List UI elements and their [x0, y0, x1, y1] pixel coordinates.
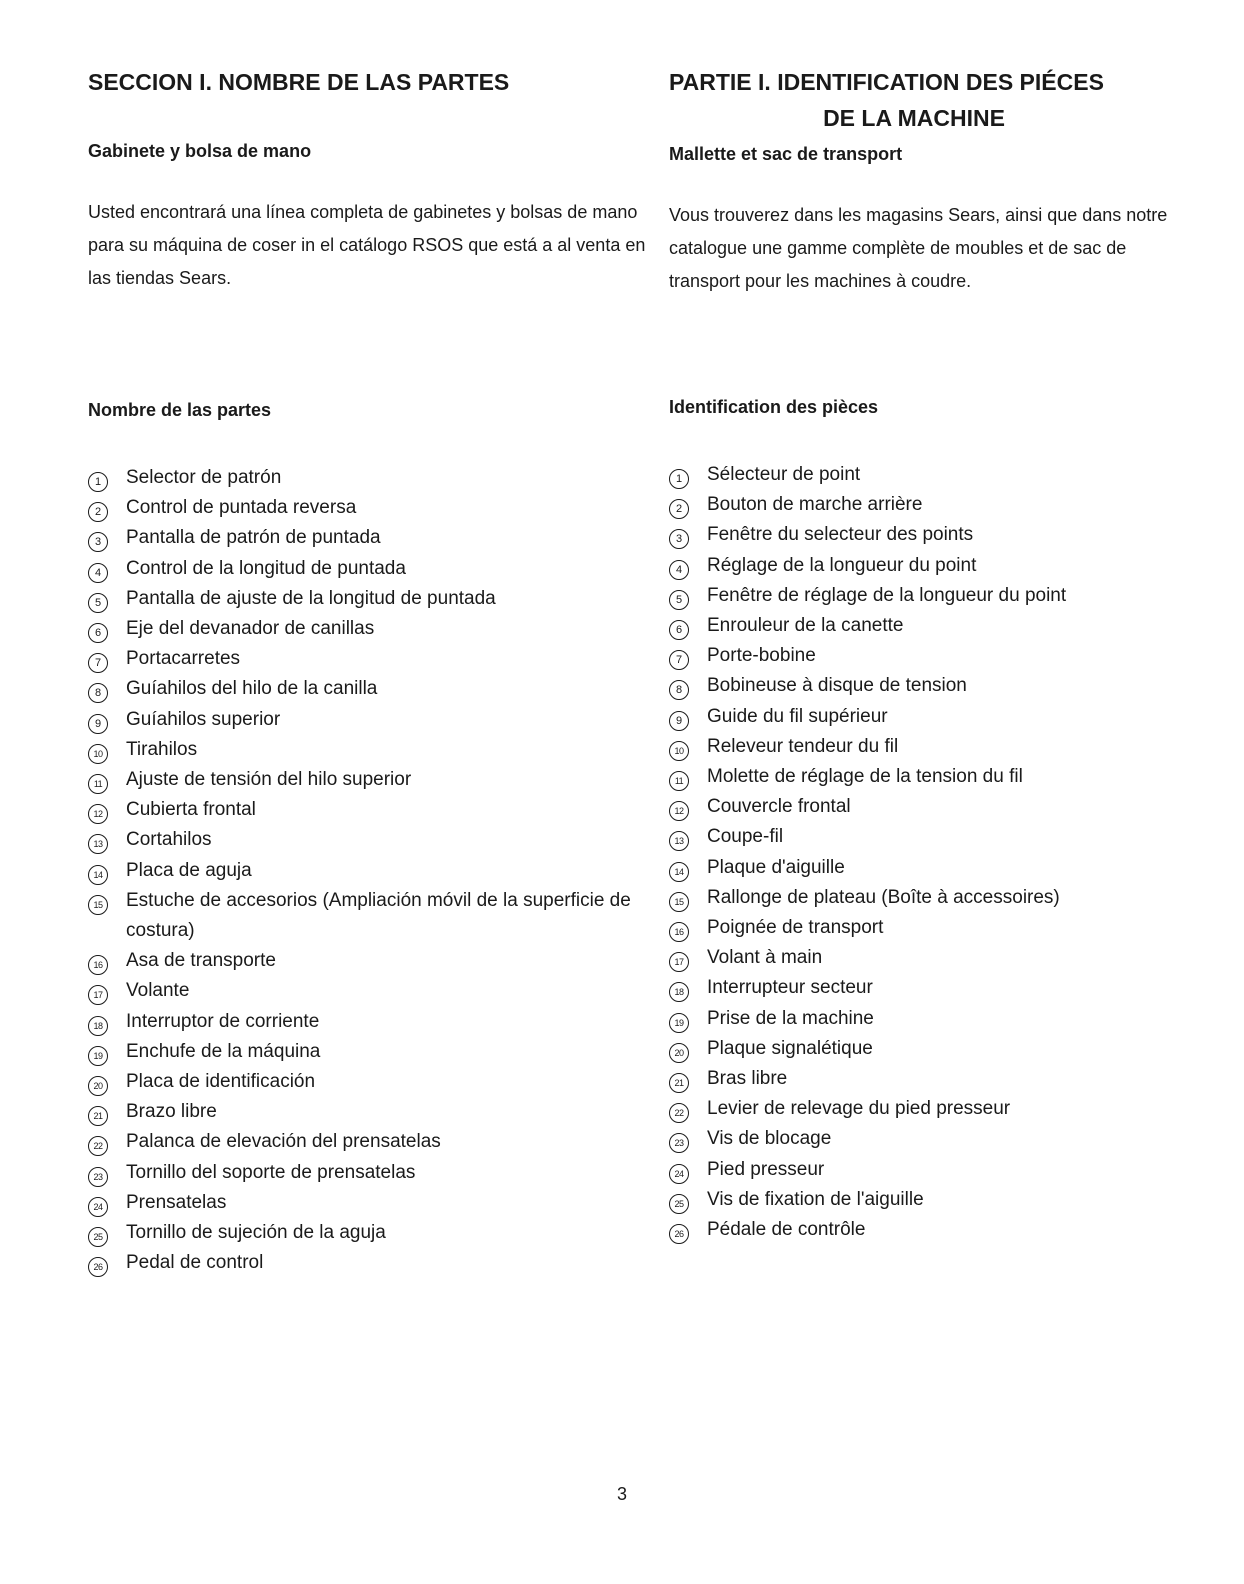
- part-label: Palanca de elevación del prensatelas: [126, 1131, 441, 1153]
- es-part-item: [88, 554, 648, 584]
- es-part-item: [88, 1218, 648, 1248]
- fr-subtitle: Mallette et sac de transport: [669, 144, 903, 164]
- es-part-item: [88, 644, 648, 674]
- circled-number-icon: 24: [669, 1164, 689, 1184]
- part-label: Pédale de contrôle: [707, 1219, 866, 1241]
- part-label: Eje del devanador de canillas: [126, 618, 375, 640]
- part-label: Pantalla de patrón de puntada: [126, 527, 381, 549]
- es-part-item: [88, 856, 648, 886]
- part-label: Portacarretes: [126, 648, 241, 670]
- part-label: Tornillo de sujeción de la aguja: [126, 1222, 386, 1244]
- circled-number-icon: 8: [88, 683, 108, 703]
- es-part-item: [88, 1248, 648, 1278]
- circled-number-icon: 14: [88, 865, 108, 885]
- es-parts-list: [88, 463, 648, 1278]
- fr-part-item: [669, 611, 1189, 641]
- circled-number-icon: 19: [669, 1013, 689, 1033]
- part-label: Control de puntada reversa: [126, 497, 357, 519]
- fr-part-item: [669, 913, 1189, 943]
- part-label: Cubierta frontal: [126, 799, 256, 821]
- fr-part-item: [669, 551, 1189, 581]
- part-label: Volante: [126, 980, 190, 1002]
- circled-number-icon: 19: [88, 1046, 108, 1066]
- part-label: Placa de identificación: [126, 1071, 316, 1093]
- fr-part-item: [669, 702, 1189, 732]
- fr-part-item: [669, 853, 1189, 883]
- circled-number-icon: 20: [88, 1076, 108, 1096]
- es-part-item: [88, 1097, 648, 1127]
- part-label: Estuche de accesorios (Ampliación móvil de la superficie de costura): [126, 889, 631, 942]
- fr-part-item: [669, 762, 1189, 792]
- es-part-item: [88, 795, 648, 825]
- es-part-item: [88, 1158, 648, 1188]
- fr-part-item: [669, 581, 1189, 611]
- part-label: Coupe-fil: [707, 826, 784, 848]
- fr-part-item: [669, 490, 1189, 520]
- part-label: Fenêtre du selecteur des points: [707, 524, 974, 546]
- part-label: Plaque d'aiguille: [707, 856, 845, 878]
- circled-number-icon: 12: [88, 804, 108, 824]
- circled-number-icon: 22: [669, 1103, 689, 1123]
- es-part-item: [88, 946, 648, 976]
- es-part-item: [88, 886, 648, 946]
- circled-number-icon: 17: [88, 985, 108, 1005]
- es-part-item: [88, 1007, 648, 1037]
- fr-part-item: [669, 1124, 1189, 1154]
- part-label: Prise de la machine: [707, 1007, 874, 1029]
- circled-number-icon: 23: [669, 1133, 689, 1153]
- circled-number-icon: 20: [669, 1043, 689, 1063]
- circled-number-icon: 21: [669, 1073, 689, 1093]
- part-label: Cortahilos: [126, 829, 212, 851]
- circled-number-icon: 16: [669, 922, 689, 942]
- fr-part-item: [669, 671, 1189, 701]
- part-label: Tirahilos: [126, 738, 198, 760]
- circled-number-icon: 17: [669, 952, 689, 972]
- es-part-item: [88, 493, 648, 523]
- es-part-item: [88, 463, 648, 493]
- circled-number-icon: 10: [669, 741, 689, 761]
- es-part-item: [88, 614, 648, 644]
- part-label: Interrupteur secteur: [707, 977, 873, 999]
- part-label: Vis de fixation de l'aiguille: [707, 1188, 924, 1210]
- es-subtitle: Gabinete y bolsa de mano: [88, 141, 312, 161]
- part-label: Fenêtre de réglage de la longueur du point: [707, 584, 1067, 606]
- part-label: Molette de réglage de la tension du fil: [707, 766, 1023, 788]
- es-part-item: [88, 976, 648, 1006]
- fr-part-item: [669, 943, 1189, 973]
- es-part-item: [88, 705, 648, 735]
- circled-number-icon: 15: [669, 892, 689, 912]
- part-label: Sélecteur de point: [707, 464, 861, 485]
- part-label: Interruptor de corriente: [126, 1010, 320, 1032]
- part-label: Guíahilos superior: [126, 708, 281, 730]
- circled-number-icon: 9: [88, 714, 108, 734]
- fr-part-item: [669, 641, 1189, 671]
- circled-number-icon: 15: [88, 895, 108, 915]
- circled-number-icon: 13: [669, 831, 689, 851]
- circled-number-icon: 2: [88, 502, 108, 522]
- circled-number-icon: 3: [669, 529, 689, 549]
- circled-number-icon: 7: [88, 653, 108, 673]
- circled-number-icon: 25: [88, 1227, 108, 1247]
- circled-number-icon: 3: [88, 532, 108, 552]
- circled-number-icon: 11: [669, 771, 689, 791]
- fr-part-item: [669, 1094, 1189, 1124]
- circled-number-icon: 26: [669, 1224, 689, 1244]
- circled-number-icon: 21: [88, 1106, 108, 1126]
- fr-part-item: [669, 460, 1189, 490]
- fr-part-item: [669, 1155, 1189, 1185]
- fr-title-line2: DE LA MACHINE: [823, 105, 1005, 131]
- circled-number-icon: 22: [88, 1136, 108, 1156]
- fr-title-line1: PARTIE I. IDENTIFICATION DES PIÉCES: [669, 69, 1104, 95]
- fr-part-item: [669, 520, 1189, 550]
- part-label: Levier de relevage du pied presseur: [707, 1098, 1011, 1120]
- circled-number-icon: 12: [669, 801, 689, 821]
- es-parts-heading: Nombre de las partes: [88, 400, 272, 420]
- part-label: Pedal de control: [126, 1252, 264, 1274]
- fr-section-title: [669, 64, 1189, 136]
- circled-number-icon: 6: [88, 623, 108, 643]
- circled-number-icon: 23: [88, 1167, 108, 1187]
- es-part-item: [88, 825, 648, 855]
- circled-number-icon: 5: [88, 593, 108, 613]
- part-label: Volant à main: [707, 947, 823, 969]
- circled-number-icon: 7: [669, 650, 689, 670]
- part-label: Tornillo del soporte de prensatelas: [126, 1161, 416, 1183]
- fr-part-item: [669, 1004, 1189, 1034]
- es-part-item: [88, 674, 648, 704]
- fr-part-item: [669, 792, 1189, 822]
- es-paragraph: Usted encontrará una línea completa de gabinetes y bolsas de mano para su máquina de coser in el catálogo RSOS que está a al venta en las tiendas Sears.: [88, 202, 646, 288]
- part-label: Control de la longitud de puntada: [126, 557, 406, 579]
- part-label: Rallonge de plateau (Boîte à accessoires): [707, 886, 1060, 908]
- circled-number-icon: 6: [669, 620, 689, 640]
- part-label: Guíahilos del hilo de la canilla: [126, 678, 378, 700]
- circled-number-icon: 26: [88, 1257, 108, 1277]
- part-label: Asa de transporte: [126, 950, 276, 972]
- part-label: Ajuste de tensión del hilo superior: [126, 769, 412, 791]
- fr-part-item: [669, 822, 1189, 852]
- fr-part-item: [669, 1185, 1189, 1215]
- part-label: Releveur tendeur du fil: [707, 735, 899, 757]
- circled-number-icon: 5: [669, 590, 689, 610]
- part-label: Guide du fil supérieur: [707, 705, 888, 727]
- fr-part-item: [669, 973, 1189, 1003]
- circled-number-icon: 18: [88, 1016, 108, 1036]
- part-label: Pied presseur: [707, 1158, 825, 1180]
- part-label: Selector de patrón: [126, 467, 282, 488]
- circled-number-icon: 1: [88, 472, 108, 492]
- part-label: Poignée de transport: [707, 917, 884, 939]
- es-part-item: [88, 1188, 648, 1218]
- fr-part-item: [669, 1064, 1189, 1094]
- circled-number-icon: 11: [88, 774, 108, 794]
- es-part-item: [88, 523, 648, 553]
- circled-number-icon: 13: [88, 834, 108, 854]
- es-part-item: [88, 765, 648, 795]
- fr-parts-heading: Identification des pièces: [669, 397, 879, 417]
- page-number: 3: [616, 1484, 627, 1504]
- part-label: Vis de blocage: [707, 1128, 832, 1150]
- part-label: Placa de aguja: [126, 859, 252, 881]
- circled-number-icon: 4: [669, 560, 689, 580]
- part-label: Porte-bobine: [707, 645, 816, 667]
- fr-part-item: [669, 1215, 1189, 1245]
- circled-number-icon: 16: [88, 955, 108, 975]
- part-label: Pantalla de ajuste de la longitud de puntada: [126, 587, 496, 609]
- part-label: Réglage de la longueur du point: [707, 554, 977, 576]
- fr-part-item: [669, 732, 1189, 762]
- circled-number-icon: 10: [88, 744, 108, 764]
- circled-number-icon: 14: [669, 862, 689, 882]
- es-part-item: [88, 1037, 648, 1067]
- part-label: Prensatelas: [126, 1191, 227, 1213]
- circled-number-icon: 2: [669, 499, 689, 519]
- part-label: Bobineuse à disque de tension: [707, 675, 967, 697]
- fr-part-item: [669, 883, 1189, 913]
- es-part-item: [88, 584, 648, 614]
- fr-paragraph: Vous trouverez dans les magasins Sears, ainsi que dans notre catalogue une gamme complète de moubles et de sac de transport pour les machines à coudre.: [669, 205, 1168, 291]
- circled-number-icon: 9: [669, 711, 689, 731]
- es-part-item: [88, 735, 648, 765]
- part-label: Couvercle frontal: [707, 796, 851, 818]
- circled-number-icon: 25: [669, 1194, 689, 1214]
- circled-number-icon: 24: [88, 1197, 108, 1217]
- part-label: Plaque signalétique: [707, 1037, 873, 1059]
- part-label: Bras libre: [707, 1068, 788, 1090]
- fr-part-item: [669, 1034, 1189, 1064]
- circled-number-icon: 18: [669, 982, 689, 1002]
- es-part-item: [88, 1127, 648, 1157]
- part-label: Brazo libre: [126, 1101, 217, 1123]
- circled-number-icon: 4: [88, 563, 108, 583]
- part-label: Enrouleur de la canette: [707, 615, 904, 637]
- es-section-title: SECCION I. NOMBRE DE LAS PARTES: [88, 69, 510, 95]
- circled-number-icon: 8: [669, 680, 689, 700]
- es-part-item: [88, 1067, 648, 1097]
- fr-parts-list: [669, 460, 1189, 1245]
- circled-number-icon: 1: [669, 469, 689, 489]
- part-label: Enchufe de la máquina: [126, 1040, 321, 1062]
- part-label: Bouton de marche arrière: [707, 494, 923, 516]
